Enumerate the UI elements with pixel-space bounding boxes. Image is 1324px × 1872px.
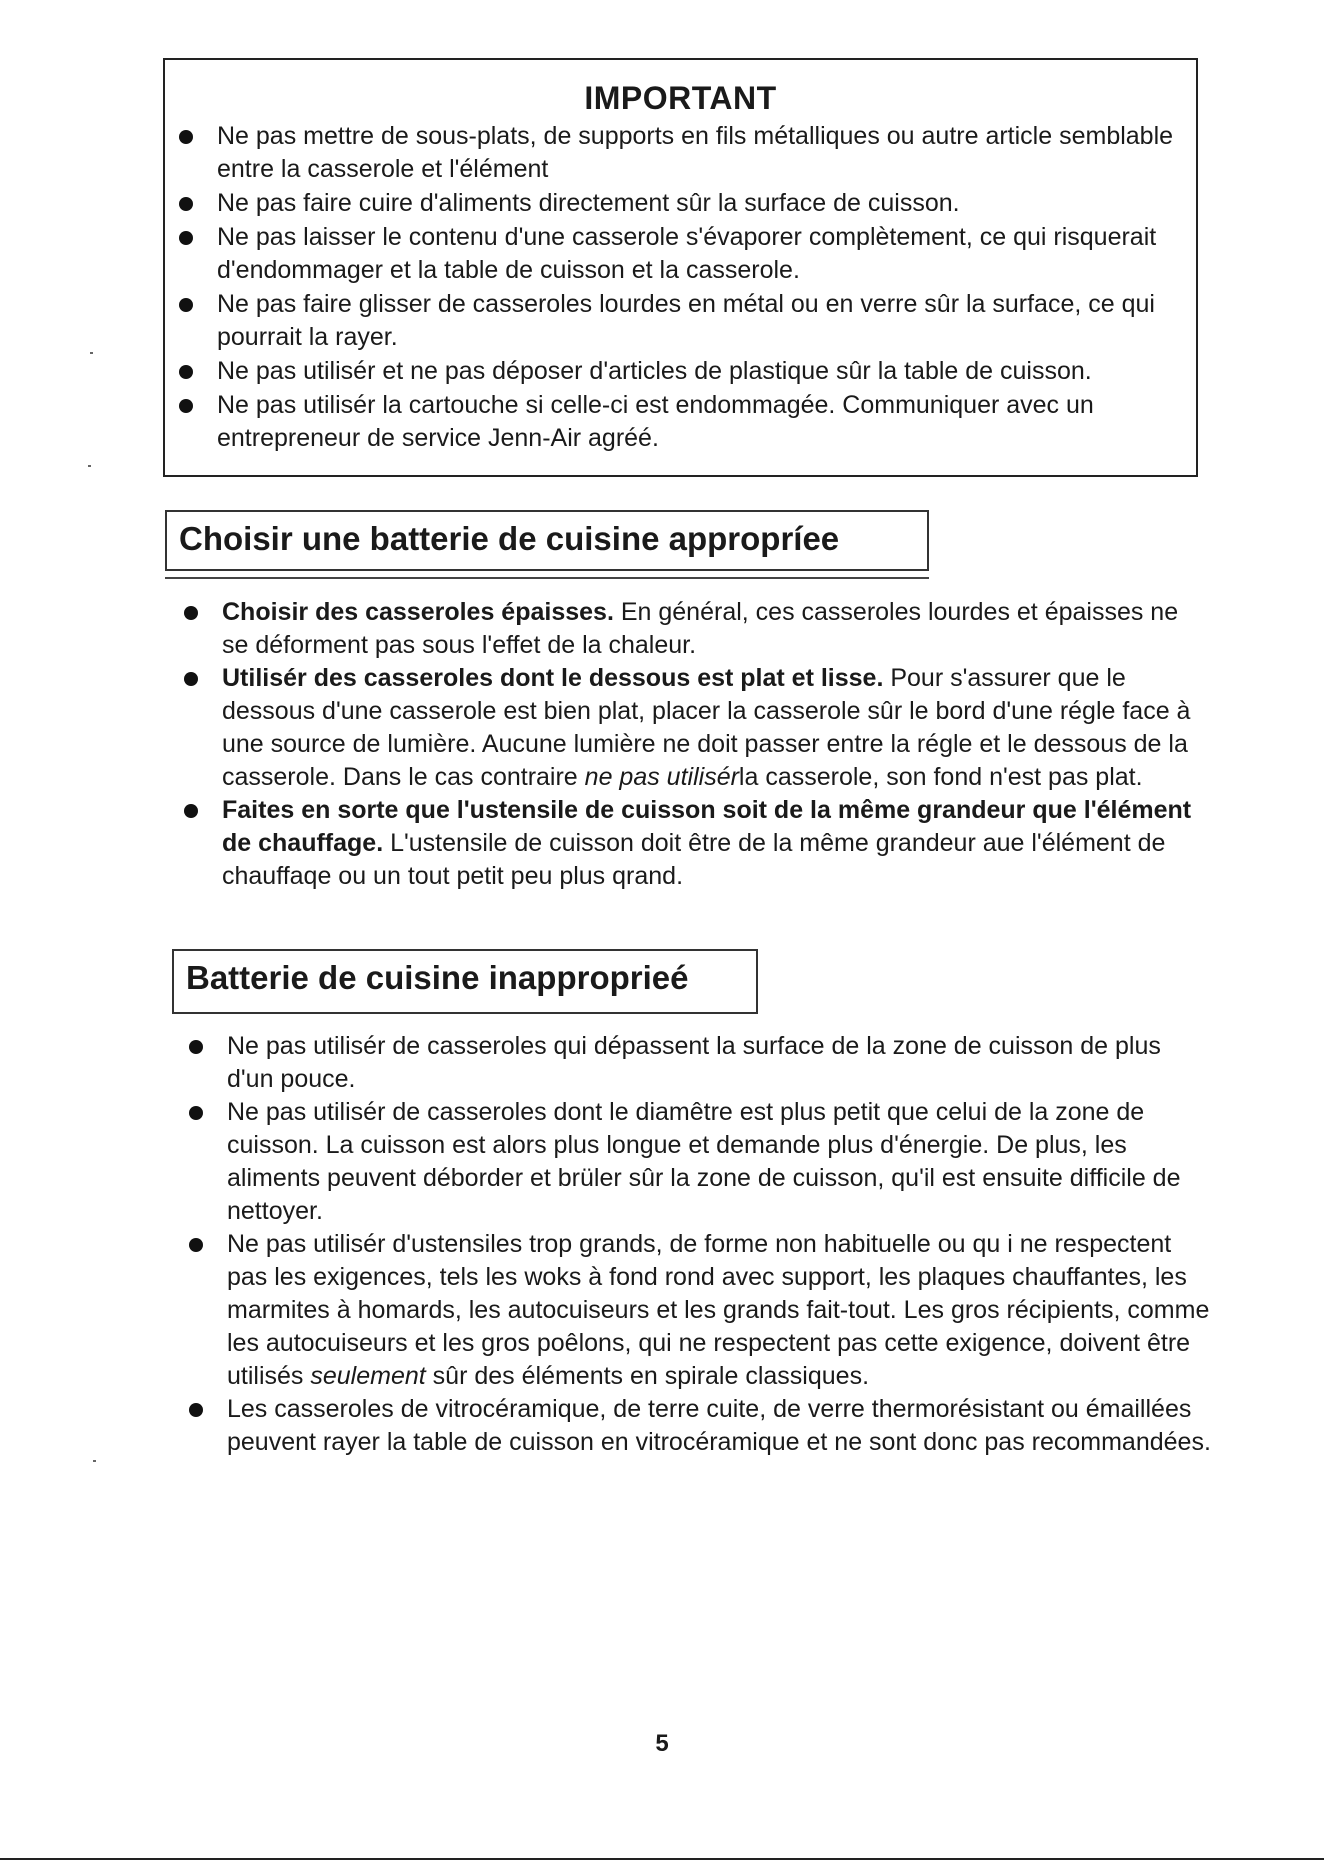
bottom-edge-rule: [0, 1858, 1324, 1860]
list-item: Faites en sorte que l'ustensile de cuisson soit de la même grandeur que l'élément de chauffage. L'ustensile de cuisson doit être de la même grandeur aue l'élément de chauffaqe ou un tout petit peu plus qrand.: [222, 794, 1208, 893]
list-item: Ne pas mettre de sous-plats, de supports en fils métalliques ou autre article semblable entre la casserole et l'élément: [217, 120, 1174, 186]
bullet-icon: [179, 130, 193, 144]
list-item: Ne pas faire cuire d'aliments directement sûr la surface de cuisson.: [217, 187, 1174, 220]
bullet-icon: [179, 197, 193, 211]
bullet-icon: [189, 1403, 203, 1417]
important-title: IMPORTANT: [584, 80, 777, 116]
bullet-icon: [184, 804, 198, 818]
bullet-icon: [189, 1106, 203, 1120]
bullet-icon: [184, 606, 198, 620]
bullet-icon: [179, 365, 193, 379]
heading-rule: [165, 577, 929, 579]
appropriate-cookware-list: [222, 596, 1208, 893]
bullet-icon: [189, 1040, 203, 1054]
important-notice-box: [163, 58, 1198, 477]
inappropriate-cookware-list: [227, 1030, 1213, 1459]
list-item: Ne pas utilisér de casseroles qui dépassent la surface de la zone de cuisson de plus d'un pouce.: [227, 1030, 1213, 1096]
list-item: Ne pas utilisér d'ustensiles trop grands, de forme non habituelle ou qu i ne respectent pas les exigences, tels les woks à fond rond avec support, les plaques chauffantes, les marmites à homards, les autocuiseurs et les grands fait-tout. Les gros récipients, comme les autocuiseurs et les gros poêlons, qui ne respectent pas cette exigence, doivent être utilisés seulement sûr des éléments en spirale classiques.: [227, 1228, 1213, 1393]
list-item: Ne pas utilisér la cartouche si celle-ci est endommagée. Communiquer avec un entrepreneur de service Jenn-Air agréé.: [217, 389, 1174, 455]
list-item: Choisir des casseroles épaisses. En général, ces casseroles lourdes et épaisses ne se déforment pas sous l'effet de la chaleur.: [222, 596, 1208, 662]
bullet-icon: [179, 399, 193, 413]
important-list: [217, 120, 1174, 456]
bullet-icon: [179, 231, 193, 245]
section-heading-appropriate-cookware: Choisir une batterie de cuisine appropríee: [165, 510, 929, 571]
list-item: Les casseroles de vitrocéramique, de terre cuite, de verre thermorésistant ou émaillées peuvent rayer la table de cuisson en vitrocéramique et ne sont donc pas recommandées.: [227, 1393, 1213, 1459]
page-number: 5: [655, 1730, 669, 1757]
bullet-icon: [184, 672, 198, 686]
scan-speck: [90, 352, 93, 354]
scan-speck: [88, 465, 91, 467]
scan-speck: [93, 1460, 96, 1462]
list-item: Ne pas utilisér et ne pas déposer d'articles de plastique sûr la table de cuisson.: [217, 355, 1174, 388]
list-item: Ne pas faire glisser de casseroles lourdes en métal ou en verre sûr la surface, ce qui pourrait la rayer.: [217, 288, 1174, 354]
list-item: Utilisér des casseroles dont le dessous est plat et lisse. Pour s'assurer que le dessous d'une casserole est bien plat, placer la casserole sûr le bord d'une régle face à une source de lumière. Aucune lumière ne doit passer entre la régle et le dessous de la casserole. Dans le cas contraire ne pas utilisérla casserole, son fond n'est pas plat.: [222, 662, 1208, 794]
bullet-icon: [189, 1238, 203, 1252]
list-item: Ne pas utilisér de casseroles dont le diamêtre est plus petit que celui de la zone de cuisson. La cuisson est alors plus longue et demande plus d'énergie. De plus, les aliments peuvent déborder et brüler sûr la zone de cuisson, qu'il est ensuite difficile de nettoyer.: [227, 1096, 1213, 1228]
bullet-icon: [179, 298, 193, 312]
list-item: Ne pas laisser le contenu d'une casserole s'évaporer complètement, ce qui risquerait d'endommager et la table de cuisson et la casserole.: [217, 221, 1174, 287]
section-heading-inappropriate-cookware: Batterie de cuisine inapproprieé: [172, 949, 758, 1014]
